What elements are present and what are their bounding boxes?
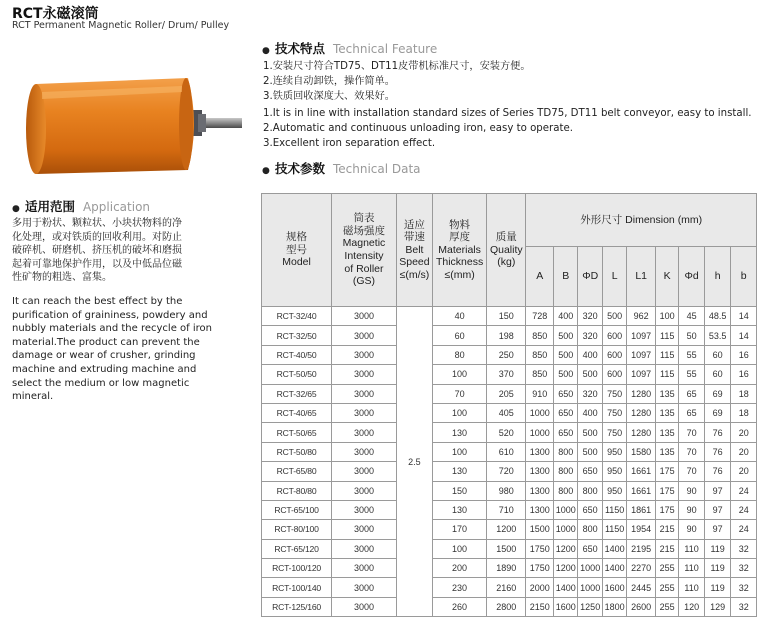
table-cell: 53.5 (704, 326, 731, 345)
table-cell: 500 (578, 442, 602, 461)
table-cell: 119 (704, 559, 731, 578)
header-belt-speed: 适应 带速 Belt Speed ≤(m/s) (396, 194, 432, 307)
table-cell: 69 (704, 384, 731, 403)
table-cell: 32 (731, 539, 757, 558)
table-cell: 70 (679, 442, 704, 461)
table-cell: 320 (578, 307, 602, 326)
table-cell: 3000 (332, 462, 397, 481)
application-line: machine and extruding machine and (12, 363, 197, 375)
table-cell: 320 (578, 384, 602, 403)
table-cell: 60 (704, 345, 731, 364)
table-cell: 32 (731, 559, 757, 578)
table-cell: RCT-50/50 (262, 365, 332, 384)
table-cell: 1300 (526, 442, 554, 461)
table-cell: 20 (731, 442, 757, 461)
table-cell: 115 (656, 365, 679, 384)
table-cell: 24 (731, 481, 757, 500)
table-cell: 150 (487, 307, 526, 326)
table-cell: 65 (679, 384, 704, 403)
table-cell: 720 (487, 462, 526, 481)
table-cell: 1300 (526, 500, 554, 519)
application-line: purification of graininess, powdery and (12, 309, 208, 321)
table-cell: 850 (526, 365, 554, 384)
table-row (262, 326, 757, 345)
table-cell: 50 (679, 326, 704, 345)
table-cell: 1661 (627, 462, 656, 481)
table-cell: 2445 (627, 578, 656, 597)
header-dim-l: L (602, 247, 626, 307)
feature-item: 2.连续自动卸铁，操作简单。 (263, 76, 395, 87)
table-cell: 950 (602, 481, 626, 500)
table-cell: 728 (526, 307, 554, 326)
application-heading-en: Application (82, 200, 151, 214)
table-cell: 710 (487, 500, 526, 519)
table-cell: 55 (679, 345, 704, 364)
table-cell: RCT-100/120 (262, 559, 332, 578)
table-cell: 1600 (554, 597, 578, 616)
table-cell: 3000 (332, 539, 397, 558)
application-line: 多用于粉状、颗粒状、小块状物料的净 (12, 218, 182, 229)
table-cell: 1580 (627, 442, 656, 461)
feature-item: 2.Automatic and continuous unloading iron, easy to operate. (263, 123, 573, 134)
table-cell: 65 (679, 403, 704, 422)
table-cell: 230 (432, 578, 486, 597)
table-cell: 175 (656, 500, 679, 519)
table-cell: 2160 (487, 578, 526, 597)
table-cell: 610 (487, 442, 526, 461)
table-cell: 400 (578, 403, 602, 422)
table-cell: 600 (602, 326, 626, 345)
technical-feature-heading-en: Technical Feature (332, 42, 438, 56)
table-cell: 129 (704, 597, 731, 616)
table-cell: 1400 (602, 539, 626, 558)
table-cell: 650 (578, 462, 602, 481)
application-line: 性矿物的粗选、富集。 (12, 272, 112, 284)
table-cell: 3000 (332, 442, 397, 461)
table-cell: RCT-65/120 (262, 539, 332, 558)
table-cell: 3000 (332, 481, 397, 500)
table-cell: 170 (432, 520, 486, 539)
technical-data-table (261, 193, 757, 617)
technical-data-heading-en: Technical Data (332, 162, 421, 176)
header-dim-b: B (554, 247, 578, 307)
table-cell: 20 (731, 423, 757, 442)
table-cell: 1097 (627, 326, 656, 345)
table-cell: 115 (656, 345, 679, 364)
technical-data-heading-cn: 技术参数 (274, 161, 325, 176)
table-cell: 800 (554, 481, 578, 500)
table-cell: 650 (554, 423, 578, 442)
table-cell: 500 (554, 345, 578, 364)
table-cell: 1500 (487, 539, 526, 558)
table-cell: 750 (602, 384, 626, 403)
technical-data-heading (262, 158, 421, 177)
table-cell: RCT-80/80 (262, 481, 332, 500)
table-cell: 16 (731, 345, 757, 364)
table-cell: 3000 (332, 500, 397, 519)
table-cell: 1097 (627, 365, 656, 384)
table-cell: 3000 (332, 597, 397, 616)
feature-item: 1.安装尺寸符合TD75、DT11皮带机标准尺寸，安装方便。 (263, 61, 531, 72)
feature-item: 1.It is in line with installation standard sizes of Series TD75, DT11 belt conveyor, easy to install. (263, 108, 752, 119)
table-cell: 800 (554, 462, 578, 481)
table-cell: 500 (578, 365, 602, 384)
table-cell: 1000 (554, 500, 578, 519)
table-cell: 130 (432, 500, 486, 519)
table-cell: 76 (704, 462, 731, 481)
feature-item: 3.铁质回收深度大、效果好。 (263, 91, 395, 102)
table-cell: 255 (656, 578, 679, 597)
table-cell: 405 (487, 403, 526, 422)
table-cell: RCT-65/80 (262, 462, 332, 481)
table-cell: 215 (656, 539, 679, 558)
application-line: nubbly materials and the recycle of iron (12, 323, 212, 335)
table-cell: 650 (578, 500, 602, 519)
header-dim-phi-d-small: Φd (679, 247, 704, 307)
header-model: 规格 型号 Model (262, 194, 332, 307)
table-cell: 255 (656, 597, 679, 616)
table-cell: 198 (487, 326, 526, 345)
table-row (262, 384, 757, 403)
magnetic-roller-image (22, 70, 246, 182)
table-cell: 850 (526, 326, 554, 345)
table-cell: 70 (679, 462, 704, 481)
bullet-icon: ● (262, 46, 270, 56)
table-row (262, 345, 757, 364)
table-cell: 600 (602, 345, 626, 364)
page-subtitle: RCT Permanent Magnetic Roller/ Drum/ Pulley (12, 20, 230, 31)
table-cell: 135 (656, 442, 679, 461)
table-cell: 135 (656, 423, 679, 442)
table-cell: 2270 (627, 559, 656, 578)
application-line: material.The product can prevent the (12, 336, 200, 348)
header-dim-b-small: b (731, 247, 757, 307)
table-cell: RCT-100/140 (262, 578, 332, 597)
table-cell: 910 (526, 384, 554, 403)
application-line: 化处理，或对铁质的回收利用。对防止 (12, 231, 182, 243)
table-cell: 2000 (526, 578, 554, 597)
table-row (262, 462, 757, 481)
table-cell: 1600 (602, 578, 626, 597)
table-cell: 1000 (526, 423, 554, 442)
table-cell: RCT-65/100 (262, 500, 332, 519)
table-cell: 3000 (332, 365, 397, 384)
header-dim-k: K (656, 247, 679, 307)
table-cell: 205 (487, 384, 526, 403)
table-cell: 3000 (332, 403, 397, 422)
technical-feature-heading (262, 38, 437, 57)
table-cell: 1300 (526, 462, 554, 481)
table-cell: 2800 (487, 597, 526, 616)
table-cell: RCT-40/50 (262, 345, 332, 364)
table-cell: 2195 (627, 539, 656, 558)
table-cell: 55 (679, 365, 704, 384)
table-row (262, 559, 757, 578)
header-material-thickness: 物料 厚度 Materials Thickness ≤(mm) (432, 194, 486, 307)
table-cell: RCT-80/100 (262, 520, 332, 539)
table-cell: 950 (602, 462, 626, 481)
table-cell: 215 (656, 520, 679, 539)
table-cell: 500 (578, 423, 602, 442)
table-cell: 3000 (332, 326, 397, 345)
table-cell: 3000 (332, 307, 397, 326)
table-cell: 1750 (526, 559, 554, 578)
header-quality: 质量 Quality (kg) (487, 194, 526, 307)
table-cell: 175 (656, 481, 679, 500)
table-cell: 14 (731, 307, 757, 326)
table-cell: 500 (554, 365, 578, 384)
table-cell: 20 (731, 462, 757, 481)
table-row (262, 403, 757, 422)
table-cell: 76 (704, 442, 731, 461)
table-cell: 45 (679, 307, 704, 326)
table-row (262, 520, 757, 539)
table-cell: 1400 (602, 559, 626, 578)
table-row (262, 423, 757, 442)
table-cell: 119 (704, 539, 731, 558)
bullet-icon: ● (12, 204, 20, 214)
table-cell: 1890 (487, 559, 526, 578)
page-title: RCT永磁滚筒 (12, 6, 99, 22)
table-cell: 14 (731, 326, 757, 345)
table-cell: 100 (432, 539, 486, 558)
application-line: select the medium or low magnetic (12, 377, 190, 389)
bullet-icon: ● (262, 166, 270, 176)
table-cell: 150 (432, 481, 486, 500)
table-cell: 135 (656, 403, 679, 422)
table-cell: 32 (731, 578, 757, 597)
table-row (262, 481, 757, 500)
application-heading-cn: 适用范围 (24, 199, 75, 214)
application-line: It can reach the best effect by the (12, 296, 183, 307)
table-cell: 97 (704, 481, 731, 500)
application-text-cn (12, 217, 250, 285)
table-cell: 750 (602, 403, 626, 422)
table-cell: 650 (554, 384, 578, 403)
table-cell: 3000 (332, 578, 397, 597)
table-row (262, 597, 757, 616)
table-cell: 130 (432, 423, 486, 442)
table-cell: 24 (731, 500, 757, 519)
table-cell: 130 (432, 462, 486, 481)
table-cell: 18 (731, 384, 757, 403)
table-cell: RCT-32/40 (262, 307, 332, 326)
table-cell: 1200 (554, 559, 578, 578)
table-cell: 76 (704, 423, 731, 442)
table-cell: 500 (602, 307, 626, 326)
table-cell: 3000 (332, 384, 397, 403)
table-cell: 1000 (578, 559, 602, 578)
table-cell: 3000 (332, 559, 397, 578)
table-cell: 135 (656, 384, 679, 403)
table-cell: RCT-125/160 (262, 597, 332, 616)
table-cell: 750 (602, 423, 626, 442)
table-cell: 100 (432, 442, 486, 461)
application-text-en (12, 295, 252, 404)
table-cell: 115 (656, 326, 679, 345)
table-cell: 1280 (627, 403, 656, 422)
application-heading (12, 196, 150, 215)
table-cell: 3000 (332, 423, 397, 442)
table-row (262, 500, 757, 519)
belt-speed-cell: 2.5 (396, 307, 432, 617)
table-cell: 520 (487, 423, 526, 442)
table-cell: RCT-50/80 (262, 442, 332, 461)
table-cell: 60 (704, 365, 731, 384)
table-row (262, 578, 757, 597)
table-cell: 1000 (554, 520, 578, 539)
table-cell: 69 (704, 403, 731, 422)
table-cell: 650 (578, 539, 602, 558)
table-cell: 110 (679, 578, 704, 597)
table-cell: 320 (578, 326, 602, 345)
table-cell: 97 (704, 500, 731, 519)
table-cell: 70 (679, 423, 704, 442)
feature-list-cn (263, 59, 531, 104)
table-cell: RCT-40/65 (262, 403, 332, 422)
table-cell: 250 (487, 345, 526, 364)
table-cell: 850 (526, 345, 554, 364)
table-cell: 100 (432, 365, 486, 384)
table-cell: 60 (432, 326, 486, 345)
table-cell: 90 (679, 500, 704, 519)
application-line: 破碎机、研磨机、挤压机的破坏和磨损 (12, 245, 182, 257)
table-cell: 1097 (627, 345, 656, 364)
table-cell: 1200 (487, 520, 526, 539)
table-cell: 120 (679, 597, 704, 616)
table-cell: 260 (432, 597, 486, 616)
table-cell: 800 (578, 520, 602, 539)
table-cell: 962 (627, 307, 656, 326)
table-row (262, 539, 757, 558)
table-cell: RCT-32/65 (262, 384, 332, 403)
table-cell: 650 (554, 403, 578, 422)
table-cell: 1250 (578, 597, 602, 616)
table-row (262, 365, 757, 384)
table-cell: 600 (602, 365, 626, 384)
application-line: mineral. (12, 391, 54, 403)
table-cell: 90 (679, 481, 704, 500)
header-dimension: 外形尺寸 Dimension (mm) (526, 194, 757, 247)
table-cell: 950 (602, 442, 626, 461)
table-cell: RCT-50/65 (262, 423, 332, 442)
header-dim-phi-d-big: ΦD (578, 247, 602, 307)
table-cell: 500 (554, 326, 578, 345)
table-cell: 1000 (578, 578, 602, 597)
table-cell: 800 (554, 442, 578, 461)
table-cell: 119 (704, 578, 731, 597)
table-cell: 90 (679, 520, 704, 539)
table-cell: 175 (656, 462, 679, 481)
table-cell: 40 (432, 307, 486, 326)
table-cell: 18 (731, 403, 757, 422)
table-cell: 24 (731, 520, 757, 539)
header-dim-a: A (526, 247, 554, 307)
table-cell: 2600 (627, 597, 656, 616)
table-cell: 97 (704, 520, 731, 539)
table-cell: 1280 (627, 423, 656, 442)
table-cell: 80 (432, 345, 486, 364)
table-cell: 48.5 (704, 307, 731, 326)
table-cell: 70 (432, 384, 486, 403)
table-cell: 980 (487, 481, 526, 500)
header-magnetic-intensity: 筒表 磁场强度 Magnetic Intensity of Roller (GS) (332, 194, 397, 307)
table-cell: 16 (731, 365, 757, 384)
table-cell: 1750 (526, 539, 554, 558)
feature-item: 3.Excellent iron separation effect. (263, 138, 436, 149)
table-cell: 3000 (332, 520, 397, 539)
table-cell: 1800 (602, 597, 626, 616)
technical-feature-heading-cn: 技术特点 (274, 41, 325, 56)
header-dim-h: h (704, 247, 731, 307)
table-cell: 1954 (627, 520, 656, 539)
table-cell: 1000 (526, 403, 554, 422)
table-row (262, 442, 757, 461)
table-cell: 1280 (627, 384, 656, 403)
table-cell: 200 (432, 559, 486, 578)
application-line: damage or wear of crusher, grinding (12, 350, 196, 362)
table-cell: 100 (656, 307, 679, 326)
table-cell: 400 (554, 307, 578, 326)
table-cell: RCT-32/50 (262, 326, 332, 345)
table-cell: 1150 (602, 500, 626, 519)
table-cell: 1861 (627, 500, 656, 519)
table-cell: 1500 (526, 520, 554, 539)
application-line: 起着可靠地保护作用，以及中低品位磁 (12, 258, 182, 270)
table-cell: 255 (656, 559, 679, 578)
table-cell: 100 (432, 403, 486, 422)
table-cell: 1300 (526, 481, 554, 500)
table-cell: 370 (487, 365, 526, 384)
table-row (262, 307, 757, 326)
table-cell: 1400 (554, 578, 578, 597)
table-cell: 2150 (526, 597, 554, 616)
table-cell: 110 (679, 559, 704, 578)
table-cell: 1200 (554, 539, 578, 558)
table-cell: 1150 (602, 520, 626, 539)
table-cell: 3000 (332, 345, 397, 364)
table-cell: 800 (578, 481, 602, 500)
table-cell: 32 (731, 597, 757, 616)
header-dim-l1: L1 (627, 247, 656, 307)
table-cell: 400 (578, 345, 602, 364)
feature-list-en (263, 106, 752, 151)
table-cell: 1661 (627, 481, 656, 500)
table-cell: 110 (679, 539, 704, 558)
